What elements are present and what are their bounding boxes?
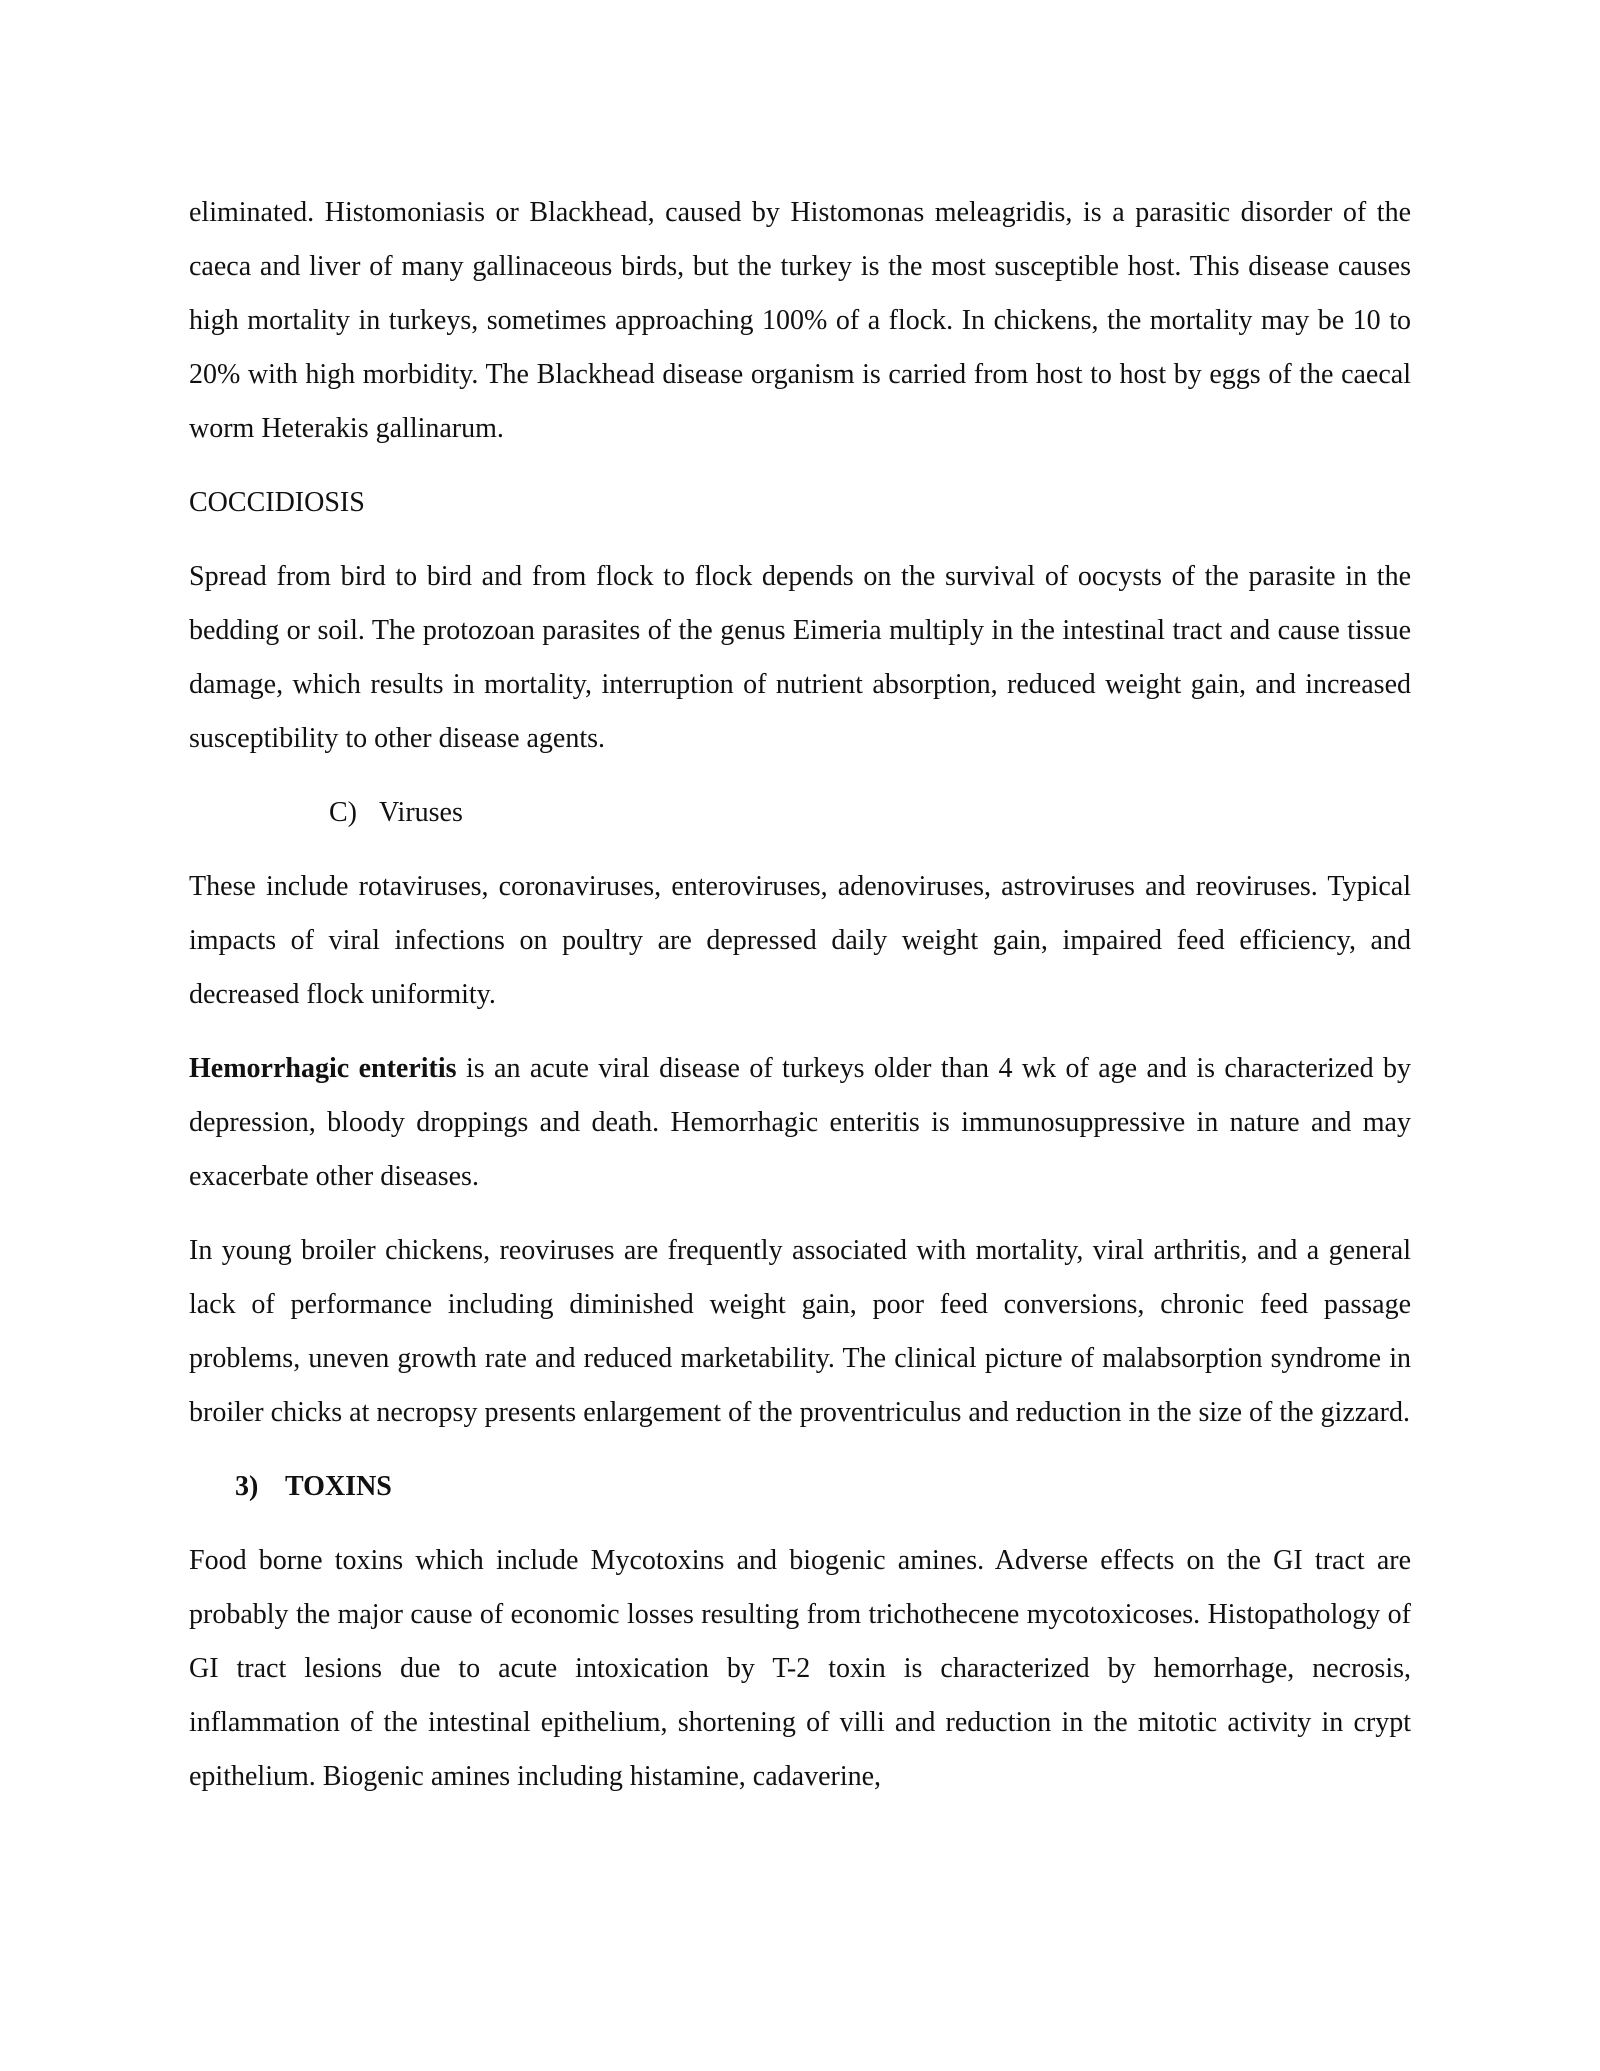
paragraph-hemorrhagic-enteritis	[189, 1042, 1411, 1204]
paragraph-coccidiosis: Spread from bird to bird and from flock to flock depends on the survival of oocysts of the parasite in the bedding or soil. The protozoan parasites of the genus Eimeria multiply in the intestinal tract and cause tissue damage, which results in mortality, interruption of nutrient absorption, reduced weight gain, and increased susceptibility to other disease agents.	[189, 561, 1411, 754]
paragraph-histomoniasis: eliminated. Histomoniasis or Blackhead, caused by Histomonas meleagridis, is a parasitic disorder of the caeca and liver of many gallinaceous birds, but the turkey is the most susceptible host. This disease causes high mortality in turkeys, sometimes approaching 100% of a flock. In chickens, the mortality may be 10 to 20% with high morbidity. The Blackhead disease organism is carried from host to host by eggs of the caecal worm Heterakis gallinarum.	[189, 197, 1411, 444]
heading-coccidiosis: COCCIDIOSIS	[189, 487, 365, 518]
subheading-viruses-number: C)	[329, 797, 357, 828]
paragraph-toxins: Food borne toxins which include Mycotoxins and biogenic amines. Adverse effects on the GI tract are probably the major cause of economic losses resulting from trichothecene mycotoxicoses. Histopathology of GI tract lesions due to acute intoxication by T-2 toxin is characterized by hemorrhage, necrosis, inflammation of the intestinal epithelium, shortening of villi and reduction in the mitotic activity in crypt epithelium. Biogenic amines including histamine, cadaverine,	[189, 1545, 1411, 1792]
heading-toxins-label: TOXINS	[285, 1471, 392, 1502]
paragraph-hemorrhagic-enteritis-text: is an acute viral disease of turkeys older than 4 wk of age and is characterized by depression, bloody droppings and death. Hemorrhagic enteritis is immunosuppressive in nature and may exacerbate other diseases.	[189, 1053, 1412, 1192]
document-page	[189, 186, 1411, 1804]
subheading-viruses	[189, 786, 1411, 840]
heading-toxins	[189, 1460, 1411, 1514]
heading-toxins-number: 3)	[235, 1471, 259, 1502]
paragraph-reoviruses: In young broiler chickens, reoviruses are frequently associated with mortality, viral arthritis, and a general lack of performance including diminished weight gain, poor feed conversions, chronic feed passage problems, uneven growth rate and reduced marketability. The clinical picture of malabsorption syndrome in broiler chicks at necropsy presents enlargement of the proventriculus and reduction in the size of the gizzard.	[189, 1235, 1411, 1428]
term-hemorrhagic-enteritis: Hemorrhagic enteritis	[189, 1053, 457, 1084]
subheading-viruses-label: Viruses	[379, 797, 463, 828]
paragraph-viruses: These include rotaviruses, coronaviruses, enteroviruses, adenoviruses, astroviruses and reoviruses. Typical impacts of viral infections on poultry are depressed daily weight gain, impaired feed efficiency, and decreased flock uniformity.	[189, 871, 1411, 1010]
